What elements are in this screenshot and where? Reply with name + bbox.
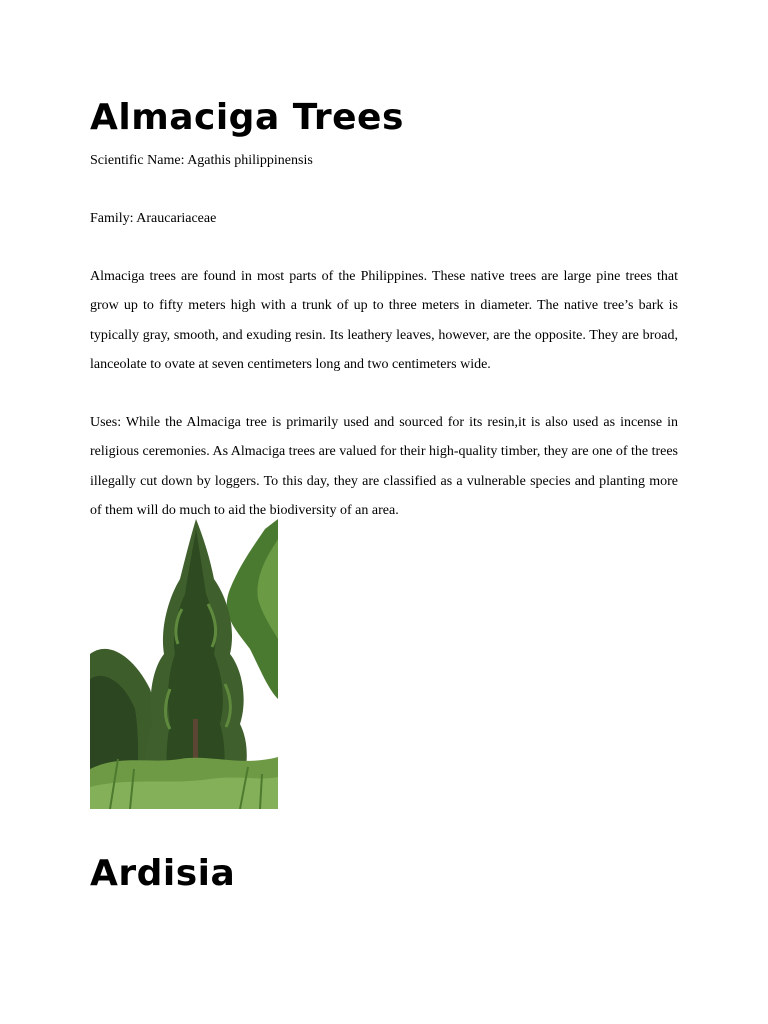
uses-paragraph: Uses: While the Almaciga tree is primarily used and sourced for its resin,it is also used as incense in religious ceremonies. As Almaciga trees are valued for their high-quality timber, they are one of the trees illegally cut down by loggers. To this day, they are classified as a vulnerable species and planting more of them will do much to aid the biodiversity of an area. — [90, 415, 679, 519]
section-title-ardisia: Ardisia — [90, 853, 236, 894]
section-almaciga — [90, 96, 678, 525]
scientific-name: Scientific Name: Agathis philippinensis — [90, 153, 313, 168]
almaciga-tree-image — [90, 519, 278, 809]
family: Family: Araucariaceae — [90, 211, 217, 226]
section-ardisia — [90, 852, 235, 896]
section-title-almaciga: Almaciga Trees — [90, 97, 404, 138]
description-paragraph: Almaciga trees are found in most parts of the Philippines. These native trees are large pine trees that grow up to fifty meters high with a trunk of up to three meters in diameter. The native tree’s bark is typically gray, smooth, and exuding resin. Its leathery leaves, however, are the opposite. They are broad, lanceolate to ovate at seven centimeters long and two centimeters wide. — [90, 269, 678, 372]
